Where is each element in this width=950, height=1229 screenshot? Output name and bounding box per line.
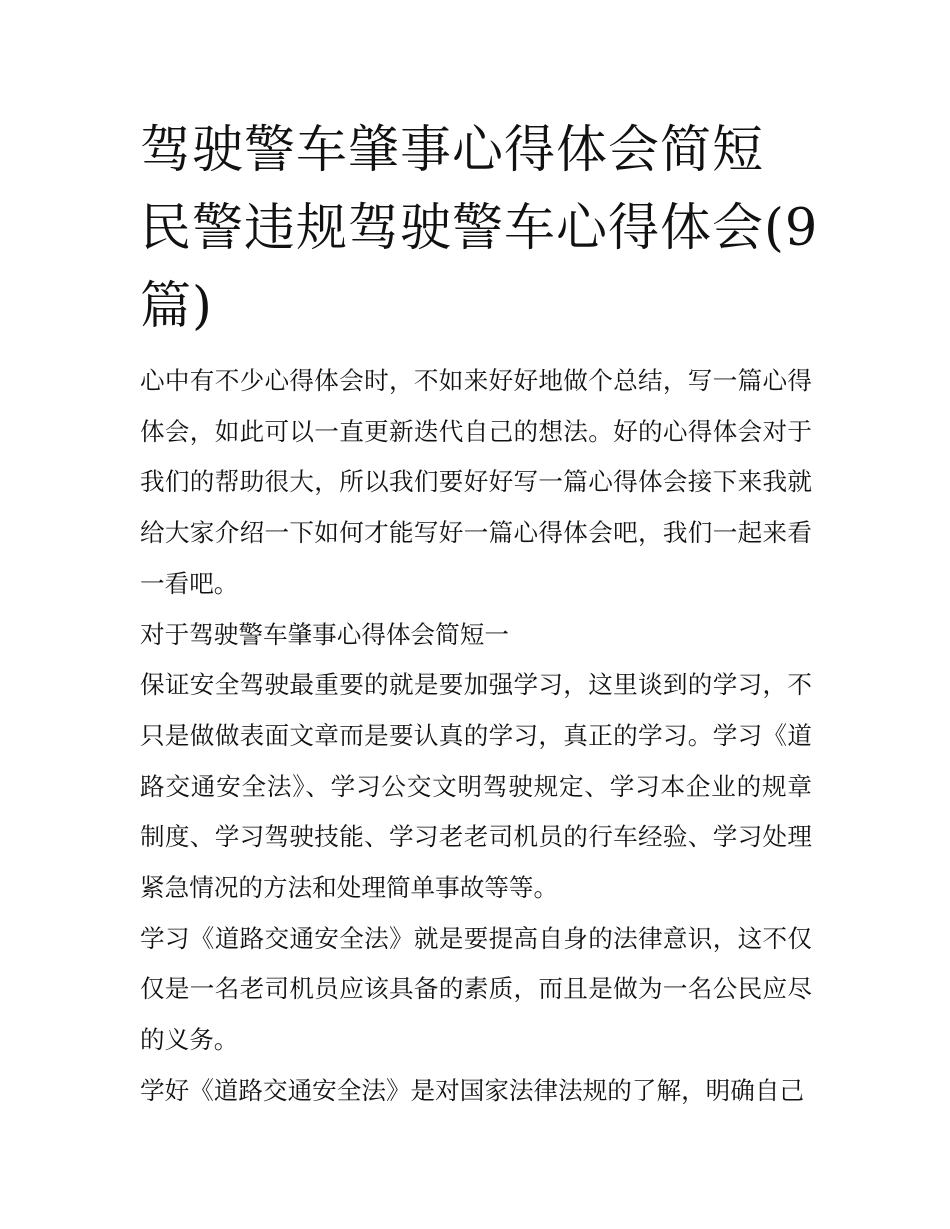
body-paragraph: 学习《道路交通安全法》就是要提高自身的法律意识，这不仅仅是一名老司机员应该具备的素质，而且是做为一名公民应尽的义务。 (140, 923, 812, 1055)
document-body (140, 356, 812, 1117)
body-paragraph: 保证安全驾驶最重要的就是要加强学习，这里谈到的学习，不只是做做表面文章而是要认真的学习，真正的学习。学习《道路交通安全法》、学习公交文明驾驶规定、学习本企业的规章制度、学习驾驶技能、学习老老司机员的行车经验、学习处理紧急情况的方法和处理简单事故等等。 (140, 670, 812, 903)
intro-paragraph: 心中有不少心得体会时，不如来好好地做个总结，写一篇心得体会，如此可以一直更新迭代自己的想法。好的心得体会对于我们的帮助很大，所以我们要好好写一篇心得体会接下来我就给大家介绍一下如何才能写好一篇心得体会吧，我们一起来看一看吧。 (140, 366, 812, 598)
document-title: 驾驶警车肇事心得体会简短 民警违规驾驶警车心得体会(9篇) (140, 121, 819, 336)
section-heading: 对于驾驶警车肇事心得体会简短一 (140, 619, 509, 649)
body-paragraph: 学好《道路交通安全法》是对国家法律法规的了解，明确自己 (140, 1075, 805, 1105)
